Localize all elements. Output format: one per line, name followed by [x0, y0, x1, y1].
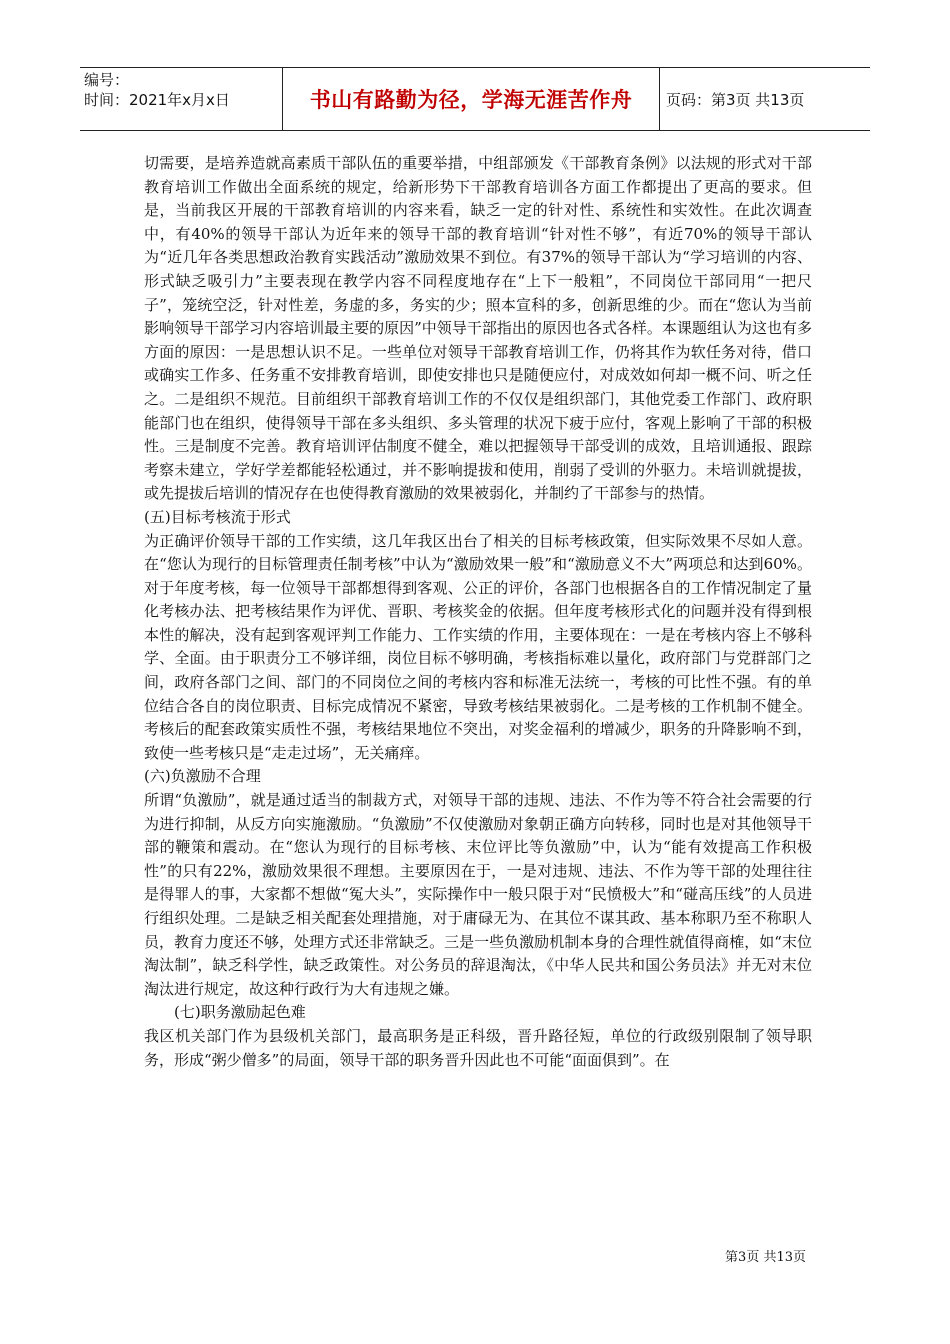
body-paragraph: 所谓“负激励”，就是通过适当的制裁方式，对领导干部的违规、违法、不作为等不符合社会需要的行为进行抑制，从反方向实施激励。“负激励”不仅使激励对象朝正确方向转移，同时也是对其他领导干部的鞭策和震动。在“您认为现行的目标考核、末位评比等负激励”中，认为“能有效提高工作积极性”的只有22%，激励效果很不理想。主要原因在于，一是对违规、违法、不作为等干部的处理往往是得罪人的事，大家都不想做“冤大头”，实际操作中一般只限于对“民愤极大”和“碰高压线”的人员进行组织处理。二是缺乏相关配套处理措施，对于庸碌无为、在其位不谋其政、基本称职乃至不称职人员，教育力度还不够，处理方式还非常缺乏。三是一些负激励机制本身的合理性就值得商榷，如“末位淘汰制”，缺乏科学性，缺乏政策性。对公务员的辞退淘汰，《中华人民共和国公务员法》并无对末位淘汰进行规定，故这种行政行为大有违规之嫌。	[144, 791, 812, 998]
page-header	[80, 67, 870, 131]
header-motto: 书山有路勤为径，学海无涯苦作舟	[282, 68, 660, 130]
section-heading: (五)目标考核流于形式	[144, 507, 291, 526]
header-meta	[80, 68, 282, 130]
body-paragraph: 为正确评价领导干部的工作实绩，这几年我区出台了相关的目标考核政策，但实际效果不尽如人意。在“您认为现行的目标管理责任制考核”中认为“激励效果一般”和“激励意义不大”两项总和达到60%。对于年度考核，每一位领导干部都想得到客观、公正的评价，各部门也根据各自的工作情况制定了量化考核办法、把考核结果作为评优、晋职、考核奖金的依据。但年度考核形式化的问题并没有得到根本性的解决，没有起到客观评判工作能力、工作实绩的作用，主要体现在：一是在考核内容上不够科学、全面。由于职责分工不够详细，岗位目标不够明确，考核指标难以量化，政府部门与党群部门之间，政府各部门之间、部门的不同岗位之间的考核内容和标准无法统一，考核的可比性不强。有的单位结合各自的岗位职责、目标完成情况不紧密，导致考核结果被弱化。二是考核的工作机制不健全。考核后的配套政策实质性不强，考核结果地位不突出，对奖金福利的增减少，职务的升降影响不到，致使一些考核只是“走走过场”，无关痛痒。	[144, 531, 812, 762]
header-page-number: 页码：第3页 共13页	[666, 90, 805, 109]
body-paragraph: 切需要，是培养造就高素质干部队伍的重要举措，中组部颁发《干部教育条例》以法规的形式对干部教育培训工作做出全面系统的规定，给新形势下干部教育培训各方面工作都提出了更高的要求。但是，当前我区开展的干部教育培训的内容来看，缺乏一定的针对性、系统性和实效性。在此次调查中，有40%的领导干部认为近年来的领导干部的教育培训“针对性不够”，有近70%的领导干部认为“近几年各类思想政治教育实践活动”激励效果不到位。有37%的领导干部认为“学习培训的内容、形式缺乏吸引力”主要表现在教学内容不同程度地存在“上下一般粗”，不同岗位干部同用“一把尺子”，笼统空泛，针对性差，务虚的多，务实的少；照本宣科的多，创新思维的少。而在“您认为当前影响领导干部学习内容培训最主要的原因”中领导干部指出的原因也各式各样。本课题组认为这也有多方面的原因：一是思想认识不足。一些单位对领导干部教育培训工作，仍将其作为软任务对待，借口或确实工作多、任务重不安排教育培训，即使安排也只是随便应付，对成效如何却一概不问、听之任之。二是组织不规范。目前组织干部教育培训工作的不仅仅是组织部门，其他党委工作部门、政府职能部门也在组织，使得领导干部在多头组织、多头管理的状况下疲于应付，客观上影响了干部的积极性。三是制度不完善。教育培训评估制度不健全，难以把握领导干部受训的成效，且培训通报、跟踪考察未建立，学好学差都能轻松通过，并不影响提拔和使用，削弱了受训的外驱力。未培训就提拔，或先提拔后培训的情况存在也使得教育激励的效果被弱化，并制约了干部参与的热情。	[144, 154, 812, 503]
page-footer: 第3页 共13页	[725, 1250, 806, 1265]
document-date-label: 时间：2021年x月x日	[84, 91, 230, 109]
document-number-label: 编号：	[84, 71, 130, 89]
section-heading: (六)负激励不合理	[144, 767, 261, 786]
section-heading: (七)职务激励起色难	[174, 1003, 306, 1022]
body-paragraph: 我区机关部门作为县级机关部门，最高职务是正科级，晋升路径短，单位的行政级别限制了领导职务，形成“粥少僧多”的局面，领导干部的职务晋升因此也不可能“面面俱到”。在	[144, 1026, 812, 1069]
document-body	[144, 152, 812, 1072]
